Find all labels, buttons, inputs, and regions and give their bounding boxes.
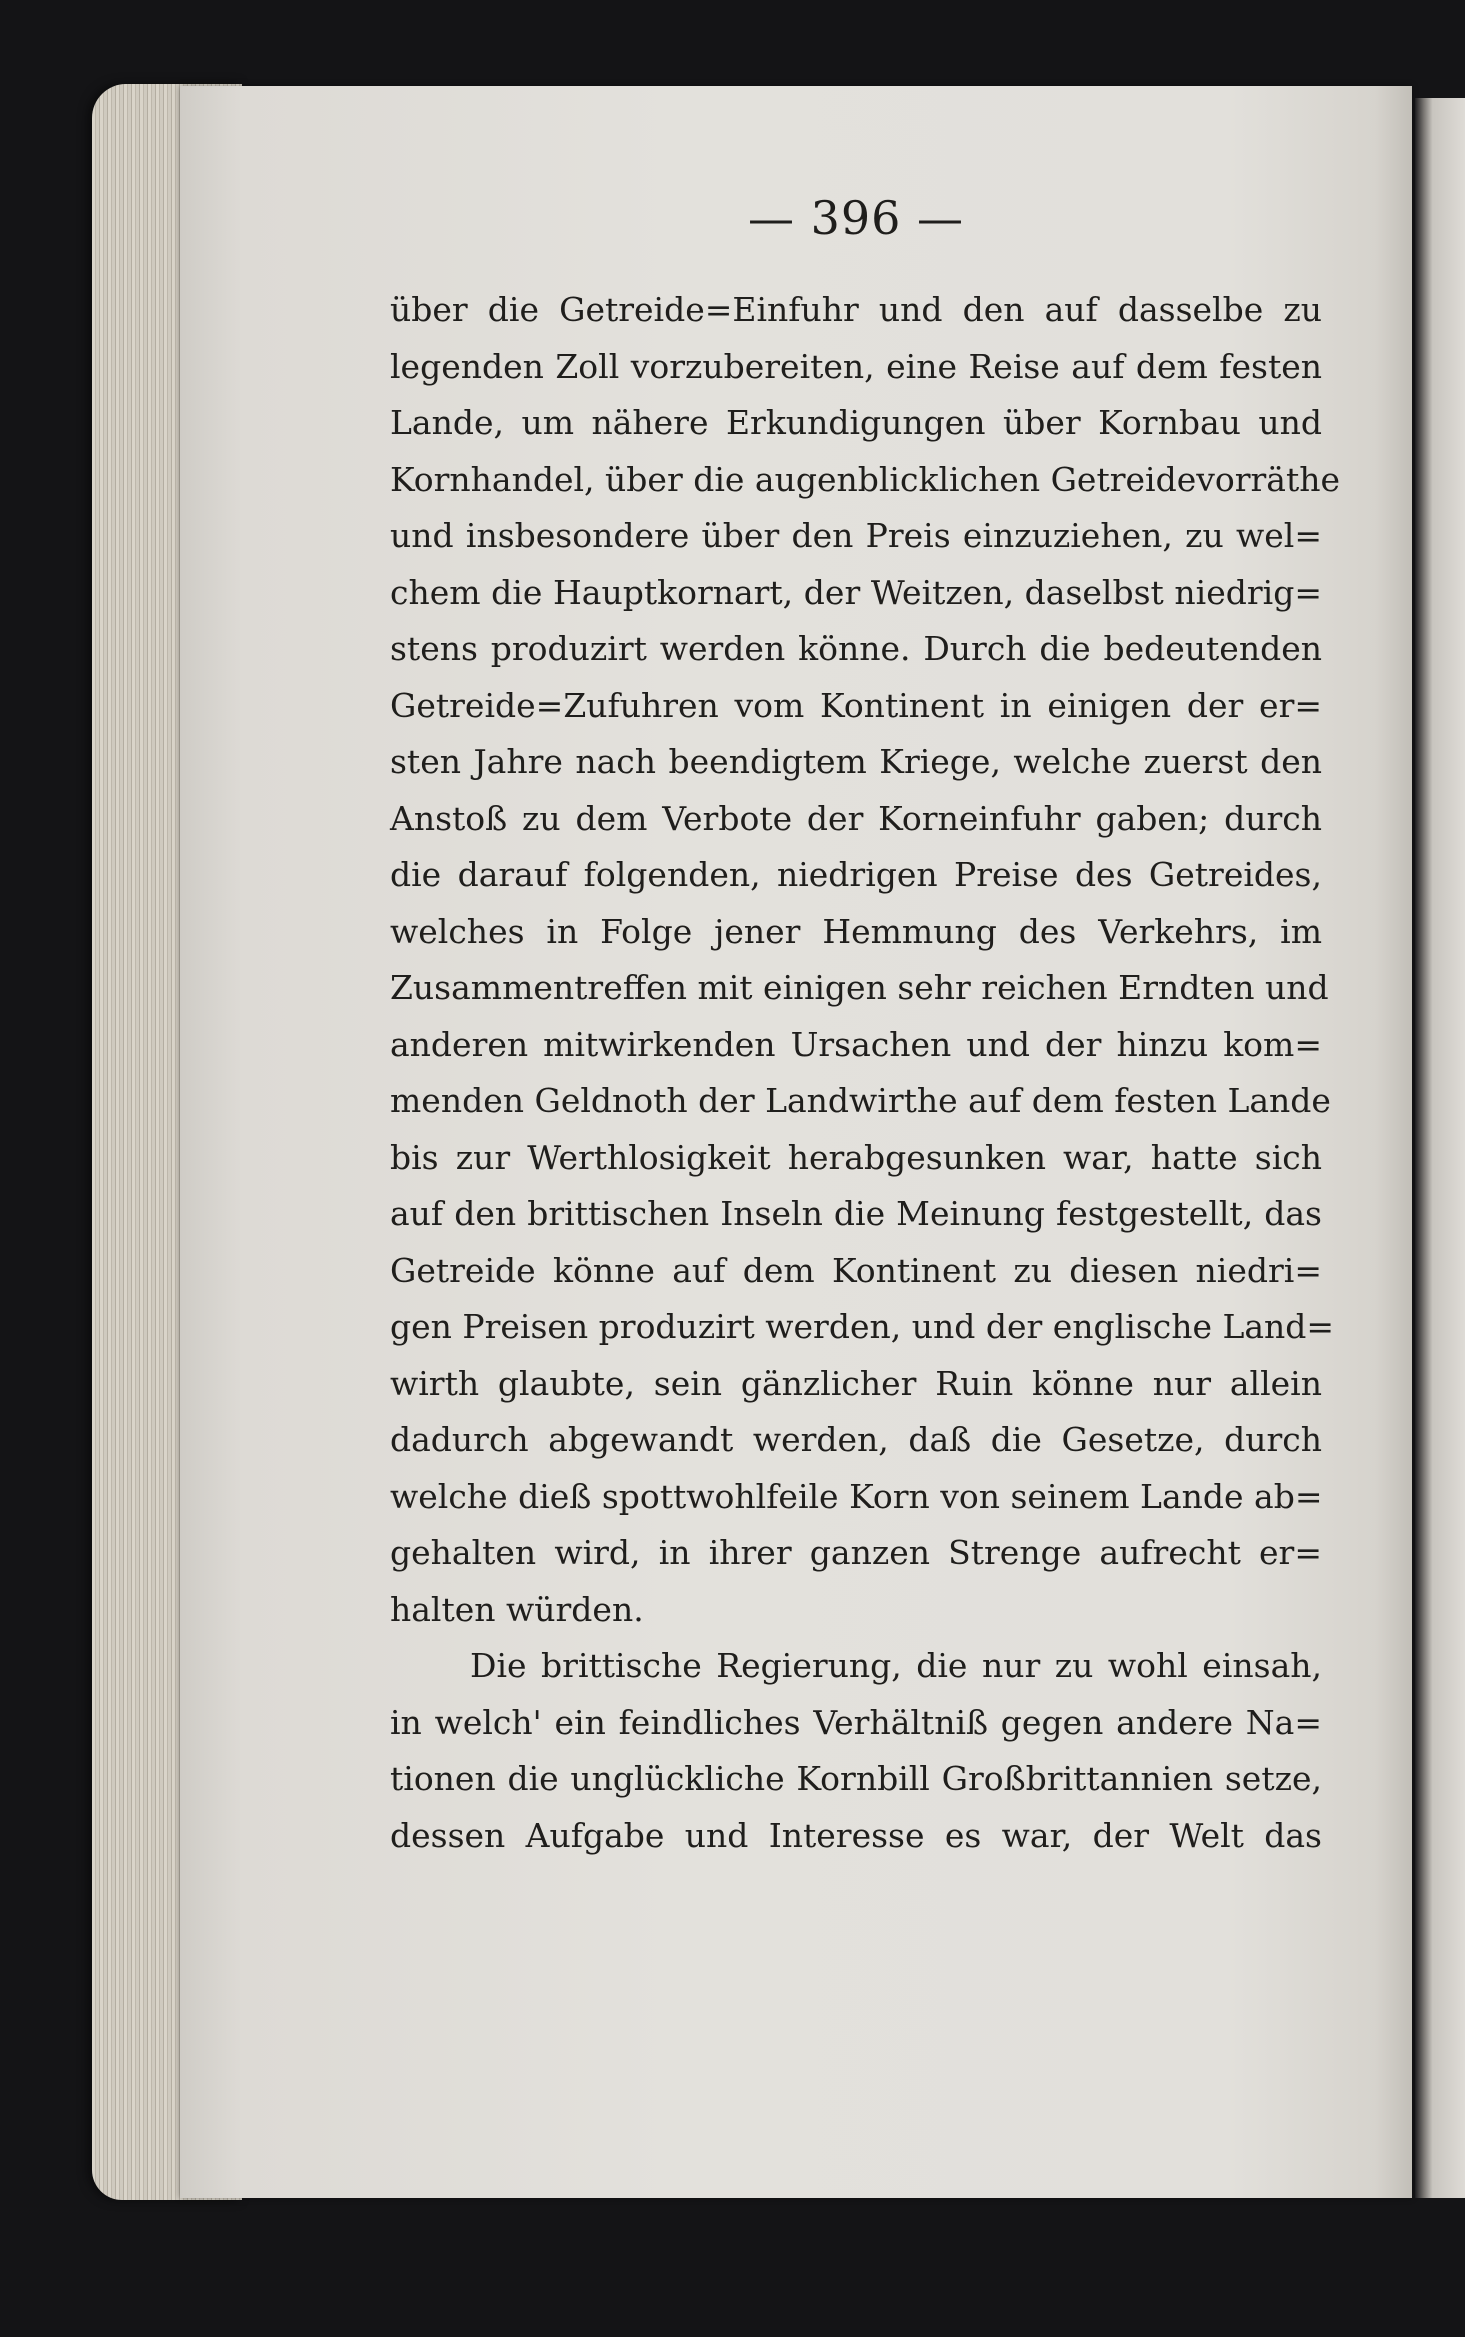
paragraph-1 — [390, 282, 1341, 1638]
page-text-block — [390, 190, 1341, 1970]
text-line: gen Preisen produzirt werden, und der englische Land= — [390, 1307, 1335, 1346]
text-line: gehalten wird, in ihrer ganzen Strenge aufrecht er= — [390, 1533, 1322, 1572]
text-line: auf den brittischen Inseln die Meinung festgestellt, das — [390, 1194, 1322, 1233]
text-line: bis zur Werthlosigkeit herabgesunken war, hatte sich — [390, 1137, 1322, 1177]
text-line: Getreide=Zufuhren vom Kontinent in einigen der er= — [390, 685, 1322, 725]
text-line: Lande, um nähere Erkundigungen über Kornbau und — [390, 403, 1322, 442]
text-line: legenden Zoll vorzubereiten, eine Reise auf dem festen — [390, 346, 1322, 386]
text-line: Anstoß zu dem Verbote der Korneinfuhr gaben; durch — [390, 798, 1322, 838]
text-line: Die brittische Regierung, die nur zu wohl einsah, — [470, 1646, 1322, 1685]
text-line: menden Geldnoth der Landwirthe auf dem festen Lande — [390, 1081, 1331, 1120]
paragraph-2 — [390, 1638, 1322, 1864]
text-line: anderen mitwirkenden Ursachen und der hinzu kom= — [390, 1024, 1322, 1064]
page-number: — 396 — — [747, 191, 965, 245]
facing-page-edge — [1415, 98, 1465, 2198]
text-line: wirth glaubte, sein gänzlicher Ruin könne nur allein — [390, 1363, 1322, 1403]
text-line: chem die Hauptkornart, der Weitzen, daselbst niedrig= — [390, 572, 1322, 612]
text-line: die darauf folgenden, niedrigen Preise des Getreides, — [390, 855, 1322, 894]
text-line: und insbesondere über den Preis einzuziehen, zu wel= — [390, 516, 1322, 555]
text-line: dadurch abgewandt werden, daß die Gesetze, durch — [390, 1420, 1322, 1459]
text-line: tionen die unglückliche Kornbill Großbrittannien setze, — [390, 1759, 1322, 1798]
text-line: welches in Folge jener Hemmung des Verkehrs, im — [390, 911, 1322, 951]
text-line: halten würden. — [390, 1589, 644, 1629]
text-line: sten Jahre nach beendigtem Kriege, welche zuerst den — [390, 742, 1322, 781]
text-line: welche dieß spottwohlfeile Korn von seinem Lande ab= — [390, 1476, 1323, 1516]
text-line: stens produzirt werden könne. Durch die bedeutenden — [390, 629, 1322, 668]
text-line: über die Getreide=Einfuhr und den auf dasselbe zu — [390, 290, 1322, 329]
text-line: Zusammentreffen mit einigen sehr reichen Erndten und — [390, 968, 1329, 1007]
text-line: in welch' ein feindliches Verhältniß gegen andere Na= — [390, 1702, 1322, 1742]
text-line: dessen Aufgabe und Interesse es war, der Welt das — [390, 1815, 1322, 1855]
text-line: Getreide könne auf dem Kontinent zu diesen niedri= — [390, 1250, 1322, 1290]
text-line: Kornhandel, über die augenblicklichen Getreidevorräthe — [390, 459, 1341, 499]
